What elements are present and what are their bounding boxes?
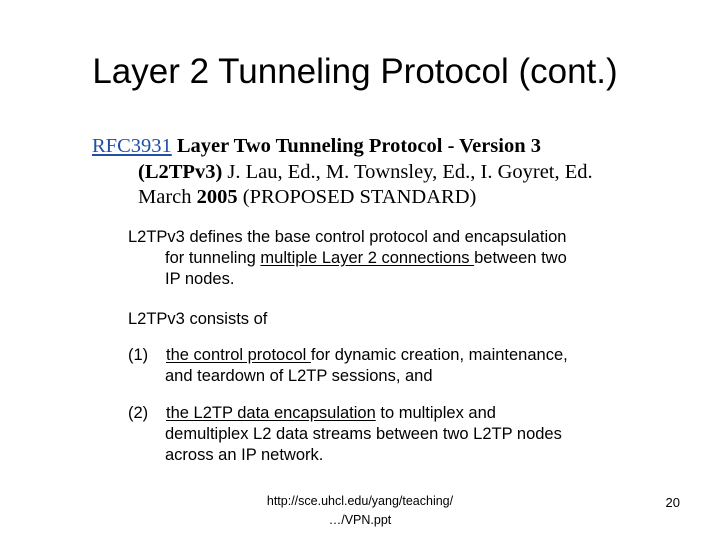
text-run: to multiplex and xyxy=(375,404,496,422)
list-item-line: demultiplex L2 data streams between two L2TP nodes xyxy=(165,425,562,443)
rfc-reference xyxy=(92,134,692,211)
list-item-2 xyxy=(128,403,562,466)
paragraph-line: L2TPv3 consists of xyxy=(128,310,268,328)
rfc-status: (PROPOSED STANDARD) xyxy=(237,186,477,208)
text-run: between two xyxy=(474,249,567,267)
rfc-month: March xyxy=(138,186,197,208)
rfc-year: 2005 xyxy=(196,186,238,208)
rfc-short-name: (L2TPv3) xyxy=(138,160,223,183)
list-number: (2) xyxy=(128,404,149,422)
rfc-title: Layer Two Tunneling Protocol - Version 3 xyxy=(171,135,542,157)
rfc-authors: J. Lau, Ed., M. Townsley, Ed., I. Goyret, Ed. xyxy=(222,160,593,183)
rfc-link[interactable]: RFC3931 xyxy=(92,135,172,157)
rfc-line-1 xyxy=(92,134,692,160)
list-item-line xyxy=(128,403,562,424)
rfc-line-3 xyxy=(92,185,692,211)
slide-title: Layer 2 Tunneling Protocol (cont.) xyxy=(92,52,618,91)
footer-url-line: http://sce.uhcl.edu/yang/teaching/ xyxy=(266,494,454,508)
page-number: 20 xyxy=(665,495,680,510)
underlined-phrase: multiple Layer 2 connections xyxy=(260,249,475,267)
list-number: (1) xyxy=(128,346,149,364)
paragraph-line: IP nodes. xyxy=(165,270,235,288)
underlined-phrase: the control protocol xyxy=(166,346,311,364)
paragraph-line xyxy=(128,248,567,269)
footer-url-line: …/VPN.ppt xyxy=(328,513,392,527)
text-run: for tunneling xyxy=(165,249,261,267)
underlined-phrase: the L2TP data encapsulation xyxy=(166,404,376,422)
paragraph-defines xyxy=(128,227,567,290)
list-item-line: and teardown of L2TP sessions, and xyxy=(165,367,433,385)
paragraph-consists xyxy=(128,309,267,330)
footer-url xyxy=(230,492,490,530)
list-item-1 xyxy=(128,345,568,387)
paragraph-line: L2TPv3 defines the base control protocol and encapsulation xyxy=(128,228,567,246)
rfc-line-2 xyxy=(92,160,692,186)
list-item-line: across an IP network. xyxy=(165,446,324,464)
list-item-line xyxy=(128,345,568,366)
text-run: for dynamic creation, maintenance, xyxy=(310,346,568,364)
